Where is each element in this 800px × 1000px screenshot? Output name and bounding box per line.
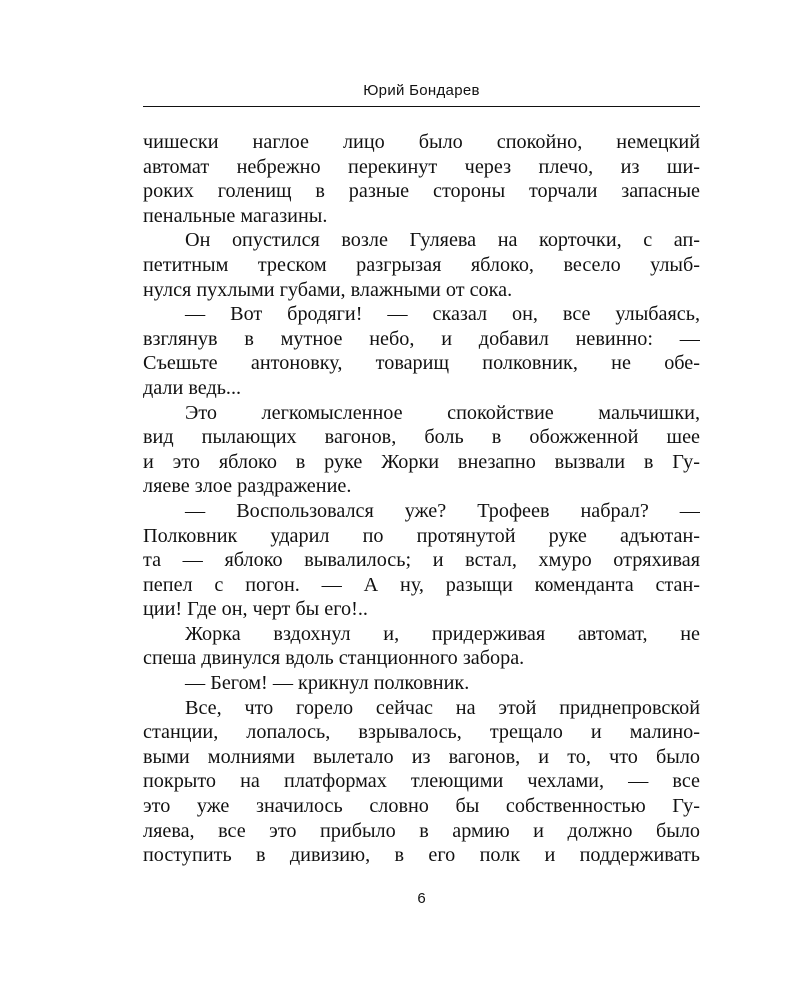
text-line: роких голенищ в разные стороны торчали запасные xyxy=(143,180,700,203)
text-line: Это легкомысленное спокойствие мальчишки, xyxy=(185,401,700,424)
page-number: 6 xyxy=(417,890,426,907)
text-line: ляева, все это прибыло в армию и должно было xyxy=(143,819,700,842)
text-line: это уже значилось словно бы собственностью Гу- xyxy=(143,795,700,818)
text-line: дали ведь... xyxy=(143,376,242,399)
text-line: автомат небрежно перекинут через плечо, из ши- xyxy=(143,155,700,178)
text-line: Съешьте антоновку, товарищ полковник, не обе- xyxy=(143,352,700,375)
text-line: Все, что горело сейчас на этой приднепровской xyxy=(185,696,700,719)
text-line: ляеве злое раздражение. xyxy=(143,475,352,498)
text-line: чишески наглое лицо было спокойно, немецкий xyxy=(143,131,700,153)
text-line: и это яблоко в руке Жорки внезапно вызвали в Гу- xyxy=(143,450,700,473)
text-line: пепел с погон. — А ну, разыщи коменданта стан- xyxy=(143,573,700,596)
text-line: Он опустился возле Гуляева на корточки, с ап- xyxy=(185,229,700,252)
text-line: спеша двинулся вдоль станционного забора. xyxy=(143,647,525,670)
text-line: нулся пухлыми губами, влажными от сока. xyxy=(143,278,513,301)
text-line: выми молниями вылетало из вагонов, и то, что было xyxy=(143,745,700,768)
header-rule xyxy=(143,106,700,107)
text-line: покрыто на платформах тлеющими чехлами, — все xyxy=(143,770,700,793)
text-line: поступить в дивизию, в его полк и поддерживать xyxy=(143,844,700,867)
text-line: Полковник ударил по протянутой руке адъютан- xyxy=(143,524,700,547)
text-line: — Бегом! — крикнул полковник. xyxy=(185,672,470,695)
text-line: ции! Где он, черт бы его!.. xyxy=(143,598,368,621)
text-line: пенальные магазины. xyxy=(143,204,328,227)
text-line: — Воспользовался уже? Трофеев набрал? — xyxy=(185,499,700,522)
body-text xyxy=(143,130,700,868)
text-line: петитным треском разгрызая яблоко, весело улыб- xyxy=(143,253,700,276)
text-line: вид пылающих вагонов, боль в обожженной шее xyxy=(143,426,700,449)
text-line: Жорка вздохнул и, придерживая автомат, не xyxy=(185,622,700,645)
text-line: станции, лопалось, взрывалось, трещало и малино- xyxy=(143,721,700,744)
running-head: Юрий Бондарев xyxy=(363,82,480,99)
text-line: та — яблоко вывалилось; и встал, хмуро отряхивая xyxy=(143,549,700,572)
text-line: — Вот бродяги! — сказал он, все улыбаясь, xyxy=(185,303,700,326)
text-line: взглянув в мутное небо, и добавил невинно: — xyxy=(143,327,700,350)
